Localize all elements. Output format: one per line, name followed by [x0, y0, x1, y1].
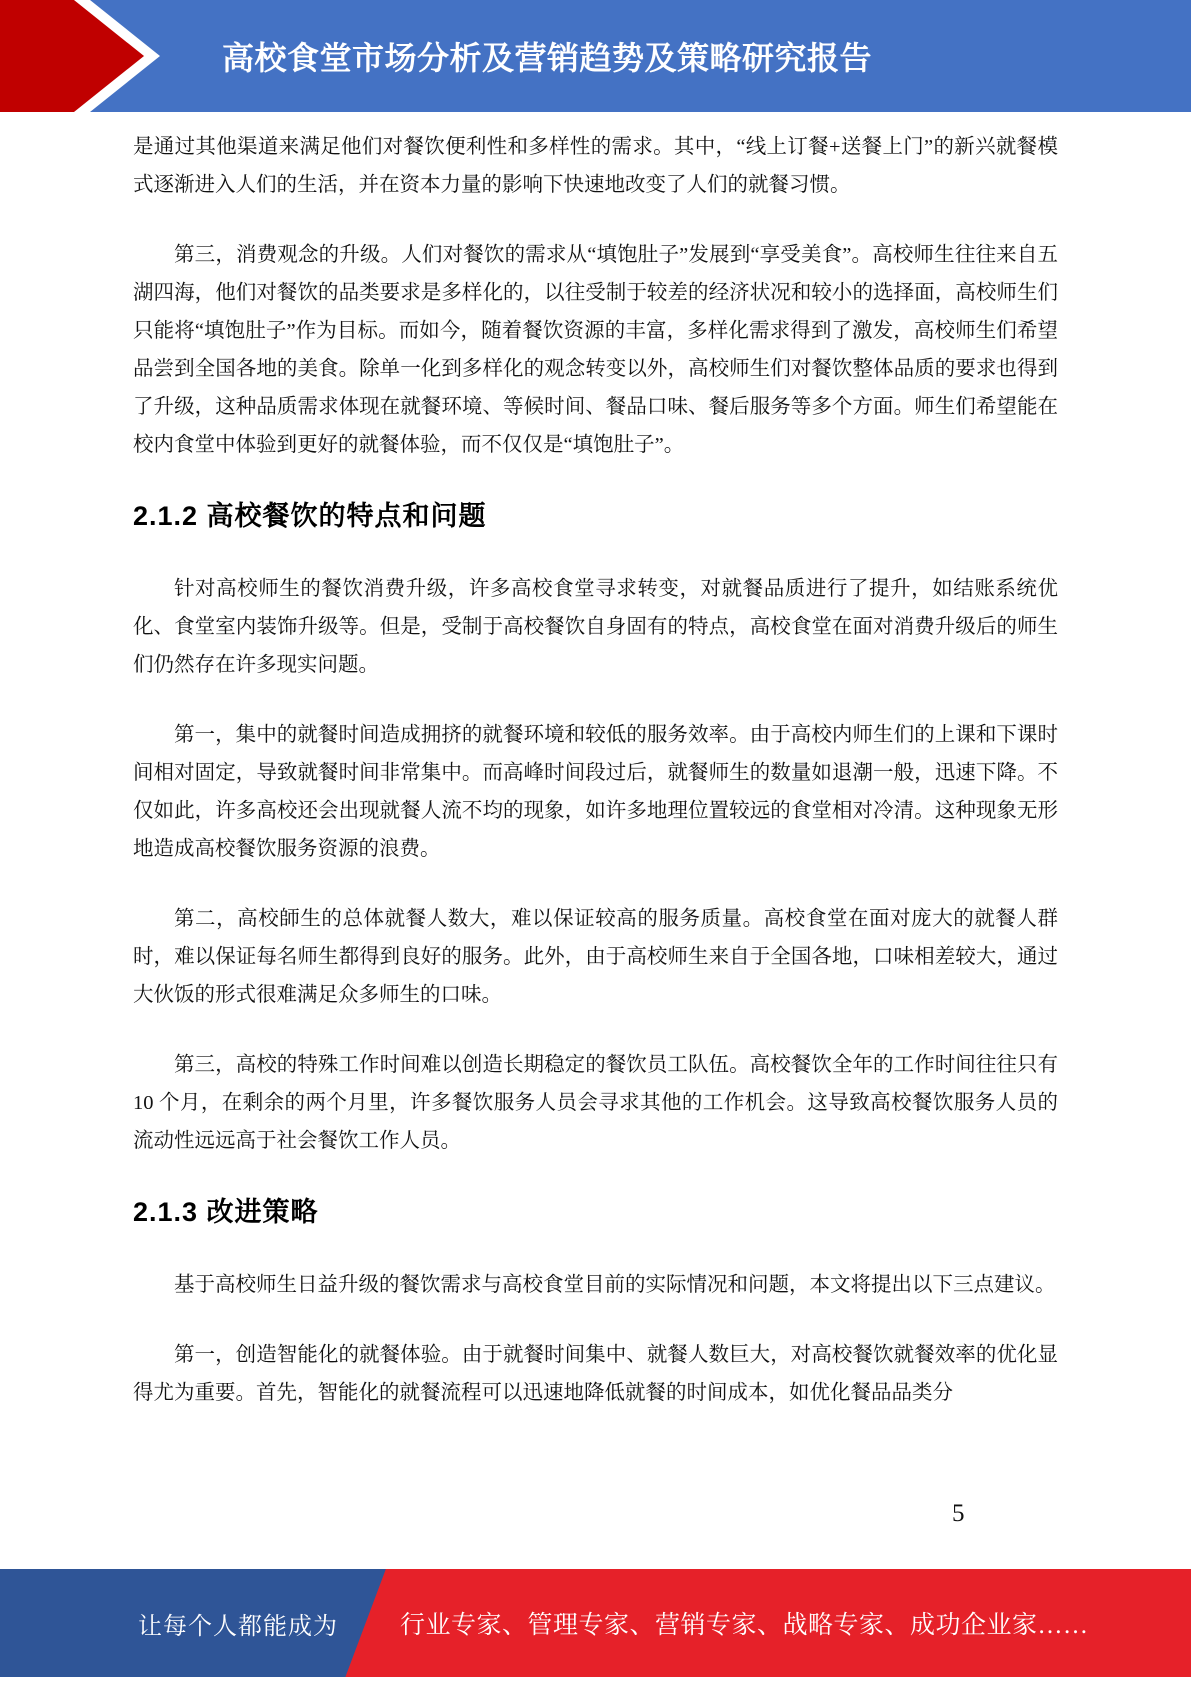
page-header [0, 0, 1191, 112]
footer-slogan-right: 行业专家、管理专家、营销专家、战略专家、成功企业家…… [400, 1612, 1089, 1639]
red-chevron-arrow-icon [0, 0, 175, 112]
paragraph: 第三，消费观念的升级。人们对餐饮的需求从“填饱肚子”发展到“享受美食”。高校师生往往来自五湖四海，他们对餐饮的品类要求是多样化的，以往受制于较差的经济状况和较小的选择面，高校师生们只能将“填饱肚子”作为目标。而如今，随着餐饮资源的丰富，多样化需求得到了激发，高校师生们希望品尝到全国各地的美食。除单一化到多样化的观念转变以外，高校师生们对餐饮整体品质的要求也得到了升级，这种品质需求体现在就餐环境、等候时间、餐品口味、餐后服务等多个方面。师生们希望能在校内食堂中体验到更好的就餐体验，而不仅仅是“填饱肚子”。 [133, 244, 1058, 456]
paragraph: 是通过其他渠道来满足他们对餐饮便利性和多样性的需求。其中，“线上订餐+送餐上门”的新兴就餐模式逐渐进入人们的生活，并在资本力量的影响下快速地改变了人们的就餐习惯。 [133, 136, 1058, 196]
page-number: 5 [952, 1500, 965, 1527]
document-body [0, 112, 1191, 1412]
section-heading-2-1-2: 2.1.2 高校餐饮的特点和问题 [133, 501, 487, 531]
paragraph: 基于高校师生日益升级的餐饮需求与高校食堂目前的实际情况和问题，本文将提出以下三点建议。 [174, 1274, 1056, 1296]
footer-slogan-left: 让每个人都能成为 [138, 1613, 338, 1640]
paragraph: 第一，创造智能化的就餐体验。由于就餐时间集中、就餐人数巨大，对高校餐饮就餐效率的优化显得尤为重要。首先，智能化的就餐流程可以迅速地降低就餐的时间成本，如优化餐品品类分 [133, 1344, 1058, 1404]
paragraph: 针对高校师生的餐饮消费升级，许多高校食堂寻求转变，对就餐品质进行了提升，如结账系统优化、食堂室内装饰升级等。但是，受制于高校餐饮自身固有的特点，高校食堂在面对消费升级后的师生们仍然存在许多现实问题。 [133, 578, 1058, 676]
report-title: 高校食堂市场分析及营销趋势及策略研究报告 [222, 40, 873, 76]
paragraph: 第三，高校的特殊工作时间难以创造长期稳定的餐饮员工队伍。高校餐饮全年的工作时间往往只有 10 个月，在剩余的两个月里，许多餐饮服务人员会寻求其他的工作机会。这导致高校餐饮服务人员的流动性远远高于社会餐饮工作人员。 [133, 1054, 1058, 1152]
page-footer [0, 1569, 1191, 1677]
section-heading-2-1-3: 2.1.3 改进策略 [133, 1197, 319, 1227]
paragraph: 第二，高校師生的总体就餐人数大，难以保证较高的服务质量。高校食堂在面对庞大的就餐人群时，难以保证每名师生都得到良好的服务。此外，由于高校师生来自于全国各地，口味相差较大，通过大伙饭的形式很难满足众多师生的口味。 [133, 908, 1058, 1006]
paragraph: 第一，集中的就餐时间造成拥挤的就餐环境和较低的服务效率。由于高校内师生们的上课和下课时间相对固定，导致就餐时间非常集中。而高峰时间段过后，就餐师生的数量如退潮一般，迅速下降。不仅如此，许多高校还会出现就餐人流不均的现象，如许多地理位置较远的食堂相对冷清。这种现象无形地造成高校餐饮服务资源的浪费。 [133, 724, 1058, 860]
